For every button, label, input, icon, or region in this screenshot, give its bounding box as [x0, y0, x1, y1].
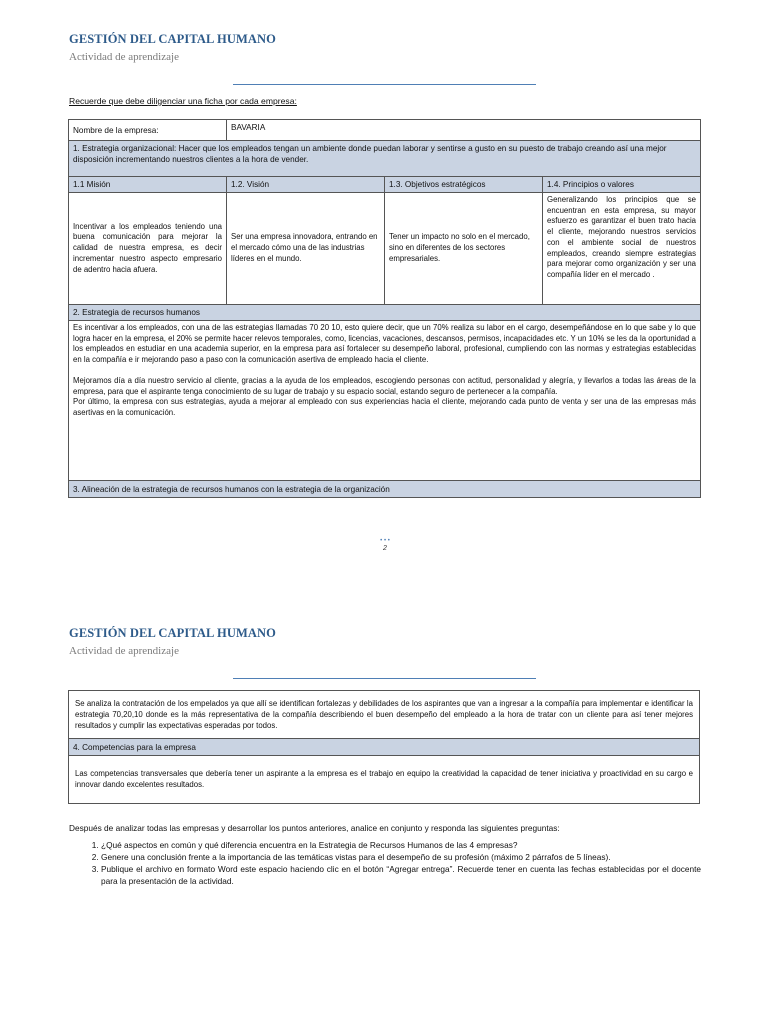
company-name-value: BAVARIA — [227, 120, 701, 141]
section2-paragraph: Es incentivar a los empleados, con una de las estrategias llamadas 70 20 10, esto quiere decir, que un 70% realiza su labor en el cargo, desempeñándose en lo que sabe y lo que logra hacer en la empresa, el 20% se permite hacer relevos temporales, como, licencias, vacaciones, descansos, permisos, incapacidades etc. Y un 10% se les da la oportunidad a los empleados en estudiar en una academia superior, en la empresa para así fortalecer su desempeño laboral, profesional, cumpliendo con las normas y estrategias establecidas en la compañía e ir mejorando paso a paso con la comunicación asertiva de empleado hacia el cliente. — [73, 323, 697, 365]
objectives-text: Tener un impacto no solo en el mercado, sino en diferentes de los sectores empresariales. — [385, 193, 543, 305]
section1-organizational-strategy: 1. Estrategia organizacional: Hacer que los empleados tengan un ambiente donde puedan laborar y sentirse a gusto en su puesto de trabajo creando así una mejor disposición incrementando nuestros clientes a la hora de vender. — [69, 141, 701, 177]
header-subtitle: Actividad de aprendizaje — [69, 645, 179, 657]
section2-paragraph: Por último, la empresa con sus estrategias, ayuda a mejorar al empleado con sus experiencias hacia el cliente, mejorando cada punto de venta y ser una de las empresas más asertivas en la comunicación. — [73, 397, 697, 417]
section2-paragraph: Mejoramos día a día nuestro servicio al cliente, gracias a la ayuda de los empleados, escogiendo personas con actitud, personalidad y alegría, y llevarlos a todas las áreas de la empresa, para que el aspirante tenga conocimiento de su lugar de trabajo y su espacio social, estando seguro de pertenecer a la compañía. — [73, 375, 697, 396]
header-title: GESTIÓN DEL CAPITAL HUMANO — [69, 32, 276, 46]
company-form-table — [68, 119, 701, 498]
questions-list — [69, 840, 701, 888]
mission-text: Incentivar a los empleados teniendo una buena comunicación para mejorar la calidad de nuestra empresa, es decir incrementar nuestro aspecto empresario de adentro hacia afuera. — [69, 193, 227, 305]
question-item: 3. Publique el archivo en formato Word este espacio haciendo clic en el botón “Agregar entrega”. Recuerde tener en cuenta las fechas establecidas por el docente para la presentación de la actividad. — [101, 864, 701, 886]
page-number — [370, 538, 400, 552]
instruction-note: Recuerde que debe diligenciar una ficha por cada empresa: — [69, 96, 297, 106]
section4-text: Las competencias transversales que debería tener un aspirante a la empresa es el trabajo en equipo la creatividad la capacidad de tener iniciativa y proactividad en su cargo e innovar dando excelentes resultados. — [69, 756, 700, 804]
page-number-value: 2 — [383, 545, 387, 552]
principles-text: Generalizando los principios que se encuentran en esta empresa, su mayor esfuerzo es garantizar el buen trato hacia el cliente, mejorando nuestros servicios con el ambiente social de nuestros empleados, creando siempre estrategias para mejorar como organización y ser una compañía líder en el mercado . — [543, 193, 701, 305]
company-form-table-continued — [68, 690, 700, 804]
objectives-header: 1.3. Objetivos estratégicos — [385, 177, 543, 193]
vision-header: 1.2. Visión — [227, 177, 385, 193]
section4-heading: 4. Competencias para la empresa — [69, 739, 700, 756]
question-item: 2. Genere una conclusión frente a la importancia de las temáticas vistas para el desempeño de su profesión (máximo 2 párrafos de 5 líneas). — [101, 852, 701, 863]
page-dots: • • • — [380, 538, 390, 544]
section3-heading: 3. Alineación de la estrategia de recursos humanos con la estrategia de la organización — [69, 481, 701, 498]
mission-header: 1.1 Misión — [69, 177, 227, 193]
header-divider — [233, 84, 536, 85]
principles-header: 1.4. Principios o valores — [543, 177, 701, 193]
header-subtitle: Actividad de aprendizaje — [69, 51, 179, 63]
questions-intro: Después de analizar todas las empresas y desarrollar los puntos anteriores, analice en conjunto y responda las siguientes preguntas: — [69, 823, 560, 833]
vision-text: Ser una empresa innovadora, entrando en el mercado cómo una de las industrias líderes en el mundo. — [227, 193, 385, 305]
section3-text: Se analiza la contratación de los empelados ya que allí se identifican fortalezas y debilidades de los aspirantes que van a ingresar a la compañía para implementar e identificar la estrategia 70,20,10 donde es la más representativa de la compañía describiendo el buen desempeño del empleado a la hora de tratar con un cliente para así tener mejores resultados y cumplir las expectativas esperadas por todos. — [69, 691, 700, 739]
question-item: 1. ¿Qué aspectos en común y qué diferencia encuentra en la Estrategia de Recursos Humanos de las 4 empresas? — [101, 840, 701, 851]
section2-body — [69, 321, 701, 481]
header-divider — [233, 678, 536, 679]
section2-heading: 2. Estrategia de recursos humanos — [69, 305, 701, 321]
header-title: GESTIÓN DEL CAPITAL HUMANO — [69, 626, 276, 640]
company-name-label: Nombre de la empresa: — [69, 120, 227, 141]
